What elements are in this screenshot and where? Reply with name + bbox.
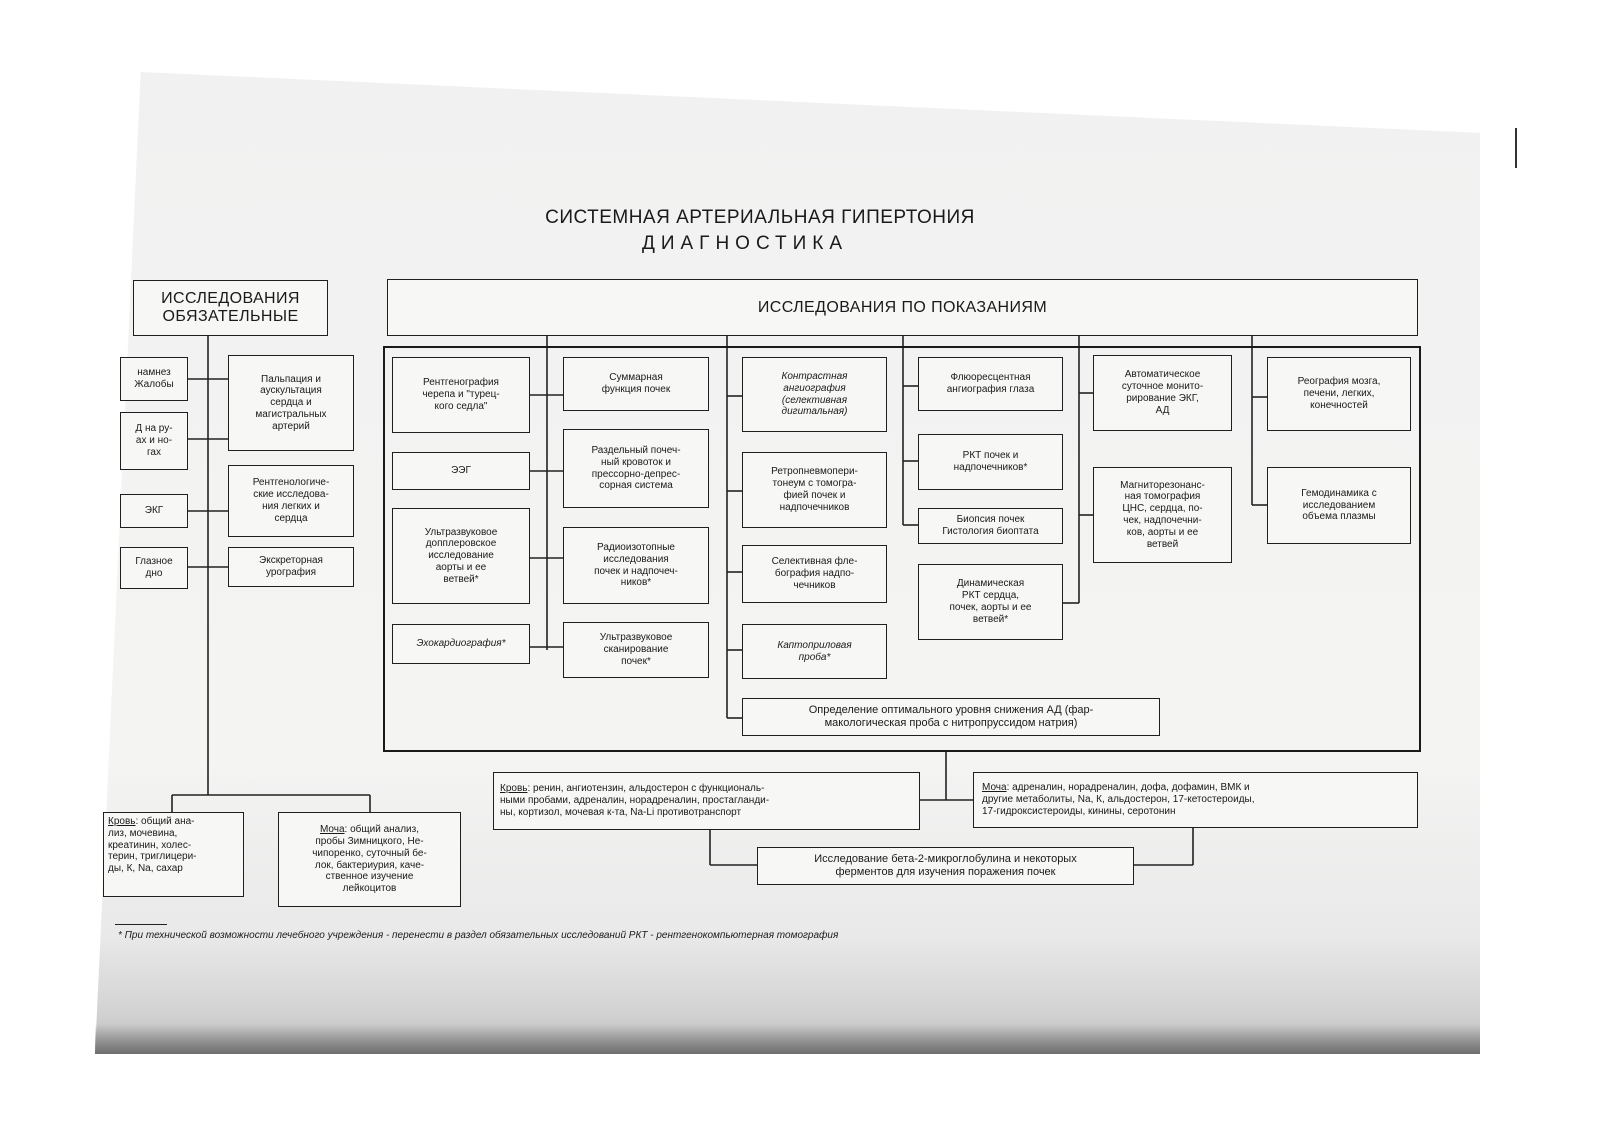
rheography: Реография мозга, печени, легких, конечностей: [1267, 357, 1411, 431]
echocardiography: Эхокардиография*: [392, 624, 530, 664]
optimal-bp-reduction: Определение оптимального уровня снижения АД (фар- макологическая проба с нитропруссидом натрия): [742, 698, 1160, 736]
mri: Магниторезонанс- ная томография ЦНС, сердца, по- чек, надпочечни- ков, аорты и ее ветвей: [1093, 467, 1232, 563]
lab-blood-text: : ренин, ангиотензин, альдостерон с функциональ- ными пробами, адреналин, норадреналин, простагланди- ны, кортизол, мочевая к-та, Na-Li противотранспорт: [500, 783, 770, 818]
retropneumoperitoneum: Ретропневмопери- тонеум с томогра- фией почек и надпочечников: [742, 452, 887, 528]
mandatory-left-bp: Д на ру- ах и но- гах: [120, 412, 188, 470]
hemodynamics-plasma: Гемодинамика с исследованием объема плазмы: [1267, 467, 1411, 544]
eeg: ЭЭГ: [392, 452, 530, 490]
xray-skull: Рентгенография черепа и "турец- кого седла": [392, 357, 530, 433]
blood-label: Кровь: [108, 816, 136, 827]
lab-blood-tests: [493, 772, 920, 830]
mandatory-excretory-urography: Экскреторная урография: [228, 547, 354, 587]
lab-urine-text: : адреналин, норадреналин, дофа, дофамин, ВМК и другие метаболиты, Na, К, альдостерон, 17-кетостероиды, 17-гидроксистероиды, кинины, серотонин: [982, 782, 1255, 817]
kidney-total-function: Суммарная функция почек: [563, 357, 709, 411]
lab-urine-tests: [973, 772, 1418, 828]
lab-blood-label: Кровь: [500, 783, 528, 795]
diagram-subtitle: ДИАГНОСТИКА: [641, 233, 849, 254]
mandatory-blood-tests: [103, 812, 244, 897]
beta2-microglobulin: Исследование бета-2-микроглобулина и некоторых ферментов для изучения поражения почек: [757, 847, 1134, 885]
mandatory-xray-lungs-heart: Рентгенологиче- ские исследова- ния легких и сердца: [228, 465, 354, 537]
fluorescein-angiography: Флюоресцентная ангиография глаза: [918, 357, 1063, 411]
kidney-biopsy: Биопсия почек Гистология биоптата: [918, 508, 1063, 544]
mandatory-left-complaints: намнез Жалобы: [120, 357, 188, 401]
ct-kidneys-adrenals: РКТ почек и надпочечников*: [918, 434, 1063, 490]
lab-urine-label: Моча: [982, 782, 1007, 794]
radioisotope-kidneys: Радиоизотопные исследования почек и надпочеч- ников*: [563, 527, 709, 604]
footnote-rule: [115, 924, 167, 925]
ultrasound-kidneys: Ультразвуковое сканирование почек*: [563, 622, 709, 678]
urine-text: : общий анализ, пробы Зимницкого, Не- чипоренко, суточный бе- лок, бактериурия, каче- ственное изучение лейкоцитов: [312, 824, 427, 895]
indicated-header: ИССЛЕДОВАНИЯ ПО ПОКАЗАНИЯМ: [387, 279, 1418, 336]
doppler-aorta: Ультразвуковое допплеровское исследование аорты и ее ветвей*: [392, 508, 530, 604]
diagram-title: СИСТЕМНАЯ АРТЕРИАЛЬНАЯ ГИПЕРТОНИЯ: [545, 207, 975, 228]
contrast-angiography: Контрастная ангиография (селективная дигитальная): [742, 357, 887, 432]
dynamic-ct: Динамическая РКТ сердца, почек, аорты и ее ветвей*: [918, 564, 1063, 640]
blood-text: : общий ана- лиз, мочевина, креатинин, холес- терин, триглицери- ды, К, Na, сахар: [108, 816, 197, 875]
captopril-test: Каптоприловая проба*: [742, 624, 887, 679]
ecg-bp-monitoring: Автоматическое суточное монито- рирование ЭКГ, АД: [1093, 355, 1232, 431]
urine-label: Моча: [319, 824, 345, 836]
mandatory-left-fundus: Глазное дно: [120, 547, 188, 589]
mandatory-header: ИССЛЕДОВАНИЯ ОБЯЗАТЕЛЬНЫЕ: [133, 280, 328, 336]
mandatory-left-ecg: ЭКГ: [120, 494, 188, 528]
renal-blood-flow: Раздельный почеч- ный кровоток и прессорно-депрес- сорная система: [563, 429, 709, 508]
mandatory-palpation: Пальпация и аускультация сердца и магистральных артерий: [228, 355, 354, 451]
mandatory-urine-tests: [278, 812, 461, 907]
footnote: * При технической возможности лечебного учреждения - перенести в раздел обязательных исследований РКТ - рентгенокомпьютерная томография: [118, 930, 839, 941]
selective-phlebography: Селективная фле- бография надпо- чечников: [742, 545, 887, 603]
indicated-panel: [383, 346, 1421, 752]
